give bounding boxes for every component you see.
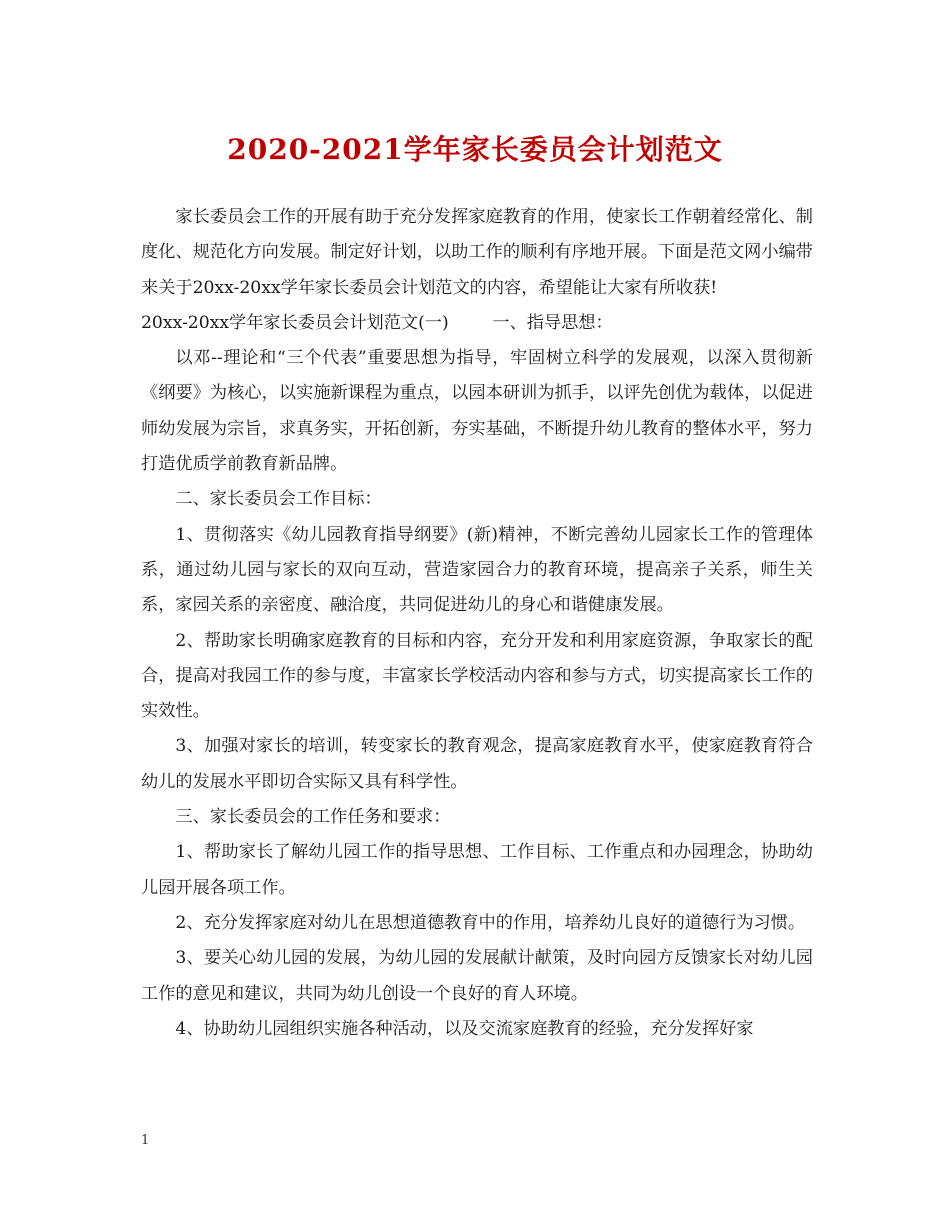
- goal3-paragraph: 3、加强对家长的培训，转变家长的教育观念，提高家庭教育水平，使家庭教育符合幼儿的发展水平即切合实际又具有科学性。: [141, 736, 813, 792]
- task3-paragraph: 3、要关心幼儿园的发展，为幼儿园的发展献计献策，及时向园方反馈家长对幼儿园工作的意见和建议，共同为幼儿创设一个良好的育人环境。: [141, 948, 813, 1004]
- goal1-paragraph: 1、贯彻落实《幼儿园教育指导纲要》(新)精神，不断完善幼儿园家长工作的管理体系，通过幼儿园与家长的双向互动，营造家园合力的教育环境，提高亲子关系，师生关系，家园关系的亲密度、融洽度，共同促进幼儿的身心和谐健康发展。: [141, 524, 813, 616]
- task2-paragraph: 2、充分发挥家庭对幼儿在思想道德教育中的作用，培养幼儿良好的道德行为习惯。: [175, 912, 806, 933]
- page-number: 1: [141, 1133, 150, 1148]
- document-body: [141, 200, 813, 1047]
- section2-title: 二、家长委员会工作目标：: [175, 489, 382, 510]
- guiding-thought-paragraph: 以邓--理论和“三个代表”重要思想为指导，牢固树立科学的发展观，以深入贯彻新《纲要》为核心，以实施新课程为重点，以园本研训为抓手，以评先创优为载体，以促进师幼发展为宗旨，求真务实，开拓创新，夯实基础，不断提升幼儿教育的整体水平，努力打造优质学前教育新品牌。: [141, 348, 813, 475]
- intro-paragraph: 家长委员会工作的开展有助于充分发挥家庭教育的作用，使家长工作朝着经常化、制度化、规范化方向发展。制定好计划，以助工作的顺利有序地开展。下面是范文网小编带来关于20xx-20xx学年家长委员会计划范文的内容，希望能让大家有所收获!: [141, 207, 813, 298]
- task1-paragraph: 1、帮助家长了解幼儿园工作的指导思想、工作目标、工作重点和办园理念，协助幼儿园开展各项工作。: [141, 842, 813, 898]
- section3-title: 三、家长委员会的工作任务和要求：: [175, 807, 451, 828]
- goal2-paragraph: 2、帮助家长明确家庭教育的目标和内容，充分开发和利用家庭资源，争取家长的配合，提高对我园工作的参与度，丰富家长学校活动内容和参与方式，切实提高家长工作的实效性。: [141, 630, 813, 722]
- document-title: 2020-2021学年家长委员会计划范文: [227, 133, 723, 166]
- subtitle-line: 20xx-20xx学年家长委员会计划范文(一) 一、指导思想：: [141, 312, 613, 333]
- task4-paragraph: 4、协助幼儿园组织实施各种活动，以及交流家庭教育的经验，充分发挥好家: [175, 1018, 754, 1039]
